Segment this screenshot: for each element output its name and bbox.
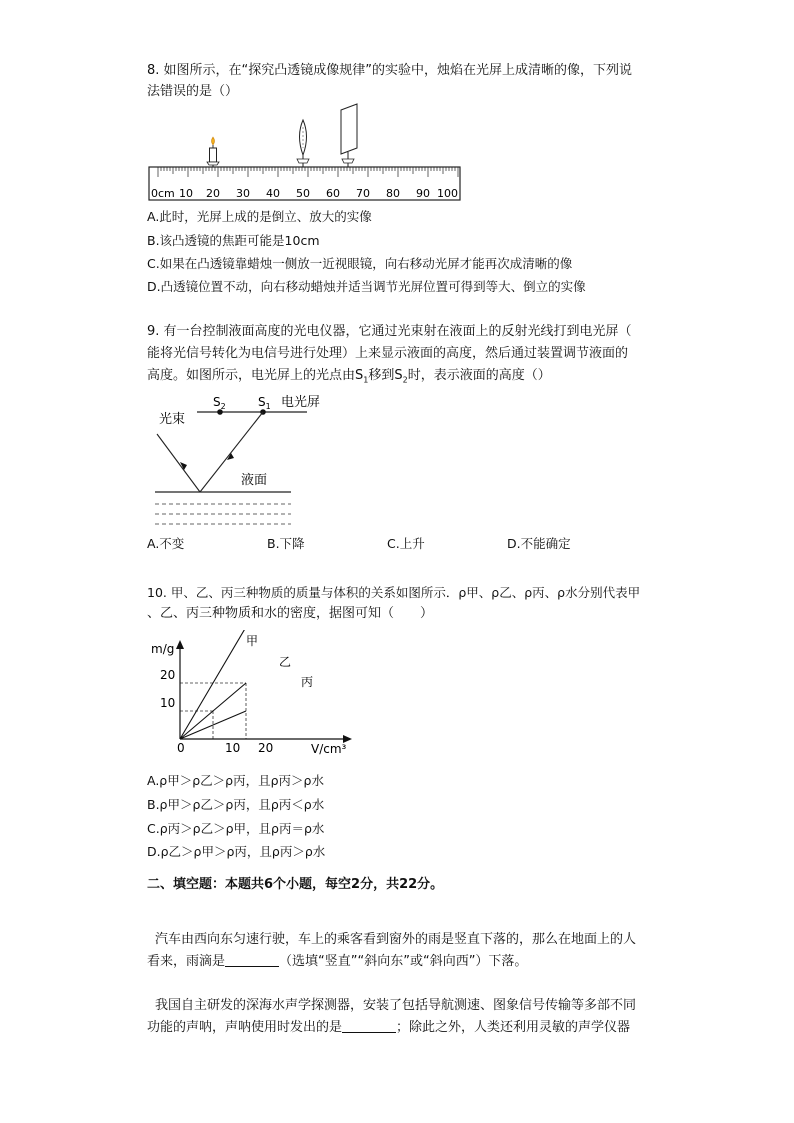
label-liquid: 液面 [241, 473, 268, 488]
y-tick-label: 10 [160, 696, 176, 710]
candle-icon [207, 137, 219, 167]
q10-stem-line1: 10. 甲、乙、丙三种物质的质量与体积的关系如图所示．ρ甲、ρ乙、ρ丙、ρ水分别代表甲 [147, 585, 641, 600]
q10-stem-line2: 、乙、丙三种物质和水的密度，据图可知（ ） [147, 606, 434, 621]
ruler-label: 90 [416, 187, 430, 200]
series-label-yi: 乙 [279, 655, 292, 669]
q9-stem-line2: 能将光信号转化为电信号进行处理）上来显示液面的高度，然后通过装置调节液面的 [147, 346, 629, 361]
answer-blank[interactable] [342, 1018, 396, 1033]
q8-option-b: B.该凸透镜的焦距可能是10cm [147, 233, 320, 248]
q9-option-d: D.不能确定 [507, 536, 571, 551]
ruler-label: 0cm [151, 187, 175, 200]
q9-option-a: A.不变 [147, 536, 185, 551]
lens-icon [297, 120, 309, 167]
series-line-2 [180, 711, 246, 739]
x-tick-label: 20 [258, 741, 274, 755]
answer-blank[interactable] [225, 952, 279, 967]
ruler-label: 20 [206, 187, 220, 200]
fill1-line1: 汽车由西向东匀速行驶，车上的乘客看到窗外的雨是竖直下落的，那么在地面上的人 [155, 932, 637, 947]
x-axis-label: V/cm³ [311, 742, 347, 756]
label-s1: $S_1$ [258, 395, 271, 411]
q8-option-d: D.凸透镜位置不动，向右移动蜡烛并适当调节光屏位置可得到等大、倒立的实像 [147, 279, 586, 294]
q9-stem-line3: 高度。如图所示，电光屏上的光点由$S_1$移到$S_2$时，表示液面的高度（） [147, 368, 551, 385]
label-s2: $S_2$ [213, 395, 226, 411]
q8-stem-line1: 8. 如图所示，在“探究凸透镜成像规律”的实验中，烛焰在光屏上成清晰的像，下列说 [147, 63, 633, 78]
y-axis-arrow-icon [176, 640, 184, 649]
q10-option-a: A.ρ甲＞ρ乙＞ρ丙，且ρ丙＞ρ水 [147, 773, 324, 788]
q8-figure [145, 103, 465, 203]
ruler-label: 30 [236, 187, 250, 200]
ruler-label: 10 [179, 187, 193, 200]
screen-icon [341, 104, 357, 167]
x-tick-label: 10 [225, 741, 241, 755]
ruler-label: 60 [326, 187, 340, 200]
fill1-line2: 看来，雨滴是 （选填“竖直”“斜向东”或“斜向西”）下落。 [147, 954, 528, 969]
label-beam: 光束 [159, 412, 186, 427]
ruler-label: 40 [266, 187, 280, 200]
series-label-jia: 甲 [246, 634, 259, 648]
ruler-label: 80 [386, 187, 400, 200]
ruler-label: 100 [437, 187, 458, 200]
q10-option-d: D.ρ乙＞ρ甲＞ρ丙，且ρ丙＞ρ水 [147, 844, 326, 859]
density-chart [147, 630, 357, 760]
q8-stem-line2: 法错误的是（） [147, 84, 239, 99]
q8-option-a: A.此时，光屏上成的是倒立、放大的实像 [147, 209, 372, 224]
q8-option-c: C.如果在凸透镜靠蜡烛一侧放一近视眼镜，向右移动光屏才能再次成清晰的像 [147, 256, 573, 271]
section-title: 二、填空题：本题共6个小题，每空2分，共22分。 [147, 877, 444, 892]
y-axis-label: m/g [151, 642, 175, 656]
series-label-bing: 丙 [301, 675, 314, 689]
fill2-line2: 功能的声呐，声呐使用时发出的是 ；除此之外，人类还利用灵敏的声学仪器 [147, 1020, 631, 1035]
ruler-label: 50 [296, 187, 310, 200]
incident-ray [157, 434, 200, 492]
fill2-line1: 我国自主研发的深海水声学探测器，安装了包括导航测速、图象信号传输等多部不同 [155, 998, 637, 1013]
q10-option-b: B.ρ甲＞ρ乙＞ρ丙，且ρ丙＜ρ水 [147, 797, 325, 812]
q9-option-c: C.上升 [387, 536, 425, 551]
q9-option-b: B.下降 [267, 536, 305, 551]
y-tick-label: 20 [160, 668, 176, 682]
series-line-1 [180, 683, 246, 739]
x-tick-label: 0 [177, 741, 185, 755]
ruler-label: 70 [356, 187, 370, 200]
q9-stem-line1: 9. 有一台控制液面高度的光电仪器，它通过光束射在液面上的反射光线打到电光屏（ [147, 324, 632, 339]
q9-figure [147, 392, 347, 530]
label-screen: 电光屏 [281, 395, 321, 410]
q10-option-c: C.ρ丙＞ρ乙＞ρ甲，且ρ丙＝ρ水 [147, 821, 325, 836]
